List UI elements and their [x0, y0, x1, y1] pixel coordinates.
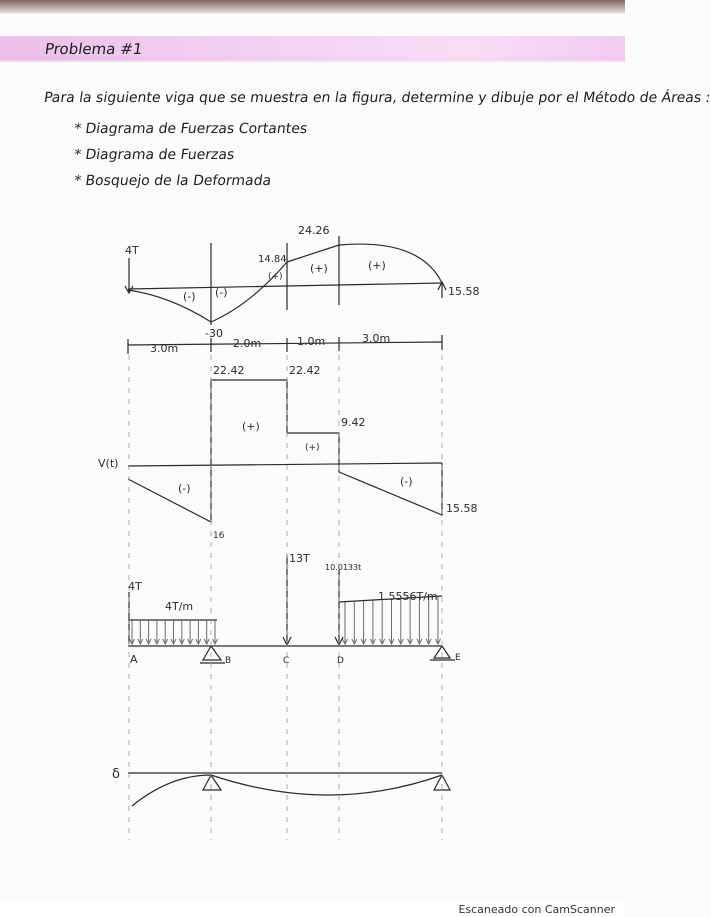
node-d: D [337, 656, 344, 666]
load-point-a-label: 4T [128, 580, 142, 593]
span-label-1: 3.0m [150, 342, 179, 355]
bullet-text: Diagrama de Fuerzas Cortantes [84, 121, 309, 137]
shear-axis-label: V(t) [98, 457, 119, 470]
span-label-3: 1.0m [297, 335, 326, 348]
shear-value-5: 15.58 [446, 502, 478, 515]
node-b: B [225, 656, 232, 666]
moment-curve-cd [287, 245, 339, 262]
shear-value-1: 22.42 [213, 364, 245, 377]
shear-sign-1: (-) [178, 482, 191, 495]
shear-value-2: 22.42 [289, 364, 321, 377]
bullet-text: Diagrama de Fuerzas [84, 147, 236, 163]
load-point-d-label: 10.0133t [325, 563, 362, 572]
shear-value-4: 16 [213, 531, 225, 541]
load-dist-left-label: 4T/m [165, 600, 194, 613]
shear-sign-2: (+) [242, 420, 260, 433]
deformed-axis-label: δ [112, 767, 120, 782]
span-label-4: 3.0m [362, 332, 391, 345]
shear-sign-4: (-) [400, 475, 413, 488]
load-point-c-label: 13T [289, 552, 310, 565]
problem-statement: Para la siguiente viga que se muestra en la figura, determine y dibuje por el Método de Áreas : [42, 90, 711, 106]
node-e: E [455, 653, 461, 663]
shear-baseline [128, 463, 442, 466]
dist-load-right-arrows [343, 596, 441, 644]
deformed-curve [132, 775, 442, 806]
support-b [203, 646, 221, 660]
moment-region-3: (+) [268, 272, 283, 282]
node-c: C [283, 656, 290, 666]
moment-value-2: 24.26 [298, 224, 330, 237]
moment-region-4: (+) [310, 262, 328, 275]
moment-left-load-label: 4T [125, 244, 139, 257]
moment-min-label: -30 [205, 327, 223, 340]
moment-value-1: 14.84 [258, 254, 287, 265]
bullet-glyph: * [72, 173, 83, 189]
moment-curve-de [339, 244, 442, 283]
shear-outline [128, 380, 442, 522]
moment-region-2: (-) [215, 286, 228, 299]
span-label-2: 2.0m [233, 337, 262, 350]
moment-region-1: (-) [183, 290, 196, 303]
shear-value-3: 9.42 [341, 416, 366, 429]
dist-load-left-arrows [130, 620, 218, 644]
camscanner-watermark: Escaneado con CamScanner [458, 903, 615, 916]
node-a: A [130, 653, 138, 666]
moment-value-3: 15.58 [448, 285, 480, 298]
shear-sign-3: (+) [305, 443, 320, 453]
moment-curve-ab [128, 290, 211, 322]
bullet-glyph: * [72, 121, 83, 137]
bullet-text: Bosquejo de la Deformada [84, 173, 273, 189]
bullet-glyph: * [72, 147, 83, 163]
moment-baseline [128, 283, 442, 289]
problem-title: Problema #1 [43, 40, 144, 58]
moment-region-5: (+) [368, 259, 386, 272]
load-dist-right-label: 1.5556T/m [378, 590, 438, 603]
